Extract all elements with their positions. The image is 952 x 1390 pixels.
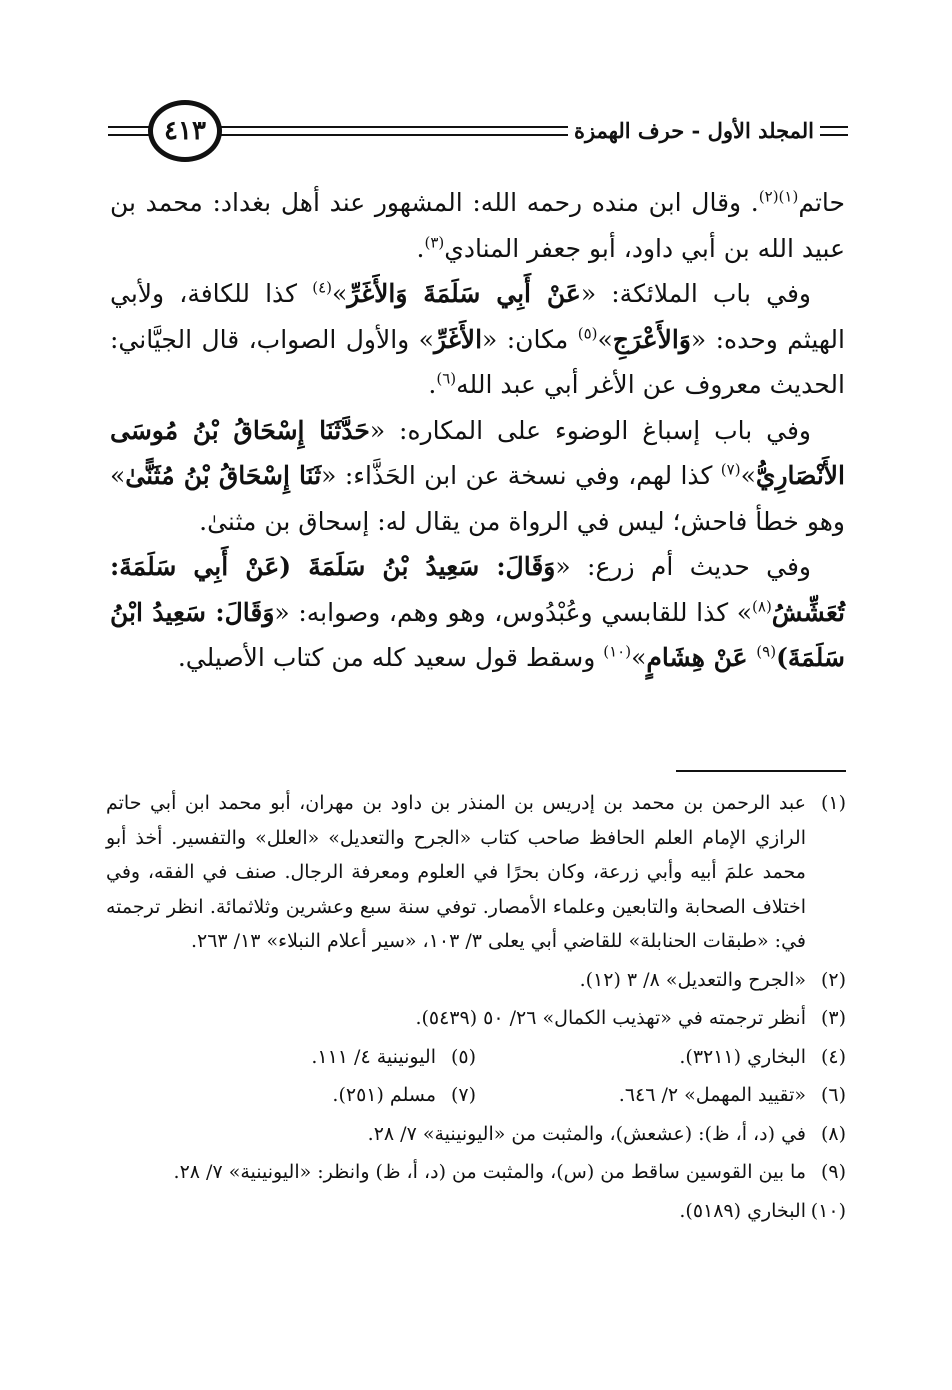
footnote-row-6-7 — [106, 1078, 846, 1113]
text-run: كذا لهم، وفي نسخة عن ابن الحَذَّاء: « — [321, 461, 721, 490]
page-header — [108, 98, 848, 168]
footnote-text: «الجرح والتعديل» ٨/ ٣ (١٢). — [579, 968, 806, 991]
text-run: » — [597, 324, 613, 354]
hadith-quote: وَقَالَ: سَعِيدُ بْنُ سَلَمَةَ (عَنْ أَبِي سَلَمَةَ: تُعَشِّشُ — [110, 552, 845, 627]
text-run: . وقال ابن منده رحمه الله: المشهور عند أهل بغداد: محمد بن عبيد الله بن أبي داود، أبو جعفر المنادي — [110, 188, 845, 263]
footnote-9 — [106, 1155, 846, 1190]
paragraph-4 — [110, 544, 845, 681]
footnote-ref: (٣) — [424, 233, 445, 252]
footnote-3 — [106, 1001, 846, 1036]
footnote-5 — [106, 1040, 476, 1075]
footnote-number: (٨) — [820, 1122, 846, 1145]
footnote-row-4-5 — [106, 1040, 846, 1075]
footnote-separator — [676, 770, 846, 772]
footnote-number: (١٠) — [810, 1199, 846, 1222]
page-number-badge — [148, 100, 222, 162]
footnote-ref: (١)(٢) — [758, 187, 799, 206]
hadith-quote: ثَنَا إِسْحَاقُ بْنُ مُثَنًّىٰ — [125, 461, 322, 490]
footnote-ref: (٥) — [577, 324, 598, 343]
footnote-2 — [106, 963, 846, 998]
paragraph-1 — [110, 180, 845, 271]
footnote-ref: (١٠) — [603, 642, 632, 661]
running-head: المجلد الأول - حرف الهمزة — [568, 118, 820, 143]
footnote-text: البخاري (٥١٨٩). — [679, 1199, 806, 1222]
hadith-quote: وَقَالَ: سَعِيدُ ابْنُ سَلَمَةَ) — [110, 597, 845, 672]
footnote-text: «تقييد المهمل» ٢/ ٦٤٦. — [618, 1084, 806, 1106]
text-run: وسقط قول سعيد كله من كتاب الأصيلي. — [177, 643, 604, 672]
hadith-quote: عَنْ أَبِي سَلَمَةَ وَالأَغَرِّ — [347, 279, 581, 308]
footnote-text: عبد الرحمن بن محمد بن إدريس بن المنذر بن داود بن مهران، أبو محمد ابن أبي حاتم الرازي الإمام العلم الحافظ صاحب كتاب «الجرح والتعديل» «العلل» والتفسير. أخذ أبو محمد علمَ أبيه وأبي زرعة، وكان بحرًا في العلوم ومعرفة الرجال. صنف في الفقه، وفي اختلاف الصحابة والتابعين وعلماء الأمصار. توفي سنة سبع وعشرين وثلاثمائة. انظر ترجمته في: «طبقات الحنابلة» للقاضي أبي يعلى ٣/ ١٠٣، «سير أعلام النبلاء» ١٣/ ٢٦٣. — [106, 792, 806, 952]
footnote-7 — [106, 1078, 476, 1113]
text-run: وفي باب إسباغ الوضوء على المكاره: « — [369, 415, 812, 445]
text-run: حاتم — [798, 188, 845, 217]
footnote-text: ما بين القوسين ساقط من (س)، والمثبت من (د، أ، ظ) وانظر: «اليونينية» ٧/ ٢٨. — [173, 1161, 806, 1183]
footnote-text: اليونينية ٤/ ١١١. — [311, 1045, 436, 1068]
footnote-10 — [106, 1194, 846, 1229]
main-text — [110, 180, 845, 681]
footnote-number: (٩) — [820, 1161, 846, 1183]
text-run: وفي باب الملائكة: « — [580, 279, 811, 308]
text-run: » — [331, 279, 348, 308]
text-run: » — [631, 643, 647, 672]
hadith-quote: وَالأَعْرَجِ — [612, 324, 691, 354]
footnote-number: (٧) — [450, 1084, 476, 1106]
text-run: » والأول الصواب، قال الجيَّاني: الحديث معروف عن الأغر أبي عبد الله — [110, 324, 845, 399]
text-run: مكان: « — [482, 324, 578, 354]
footnote-ref: (٧) — [720, 460, 741, 479]
text-run: كذا للكافة، ولأبي الهيثم وحده: « — [110, 279, 845, 354]
footnote-number: (٢) — [820, 968, 846, 991]
text-run: » كذا للقابسي وعُبْدُوس، وهو وهم، وصوابه: « — [274, 597, 753, 627]
footnote-text: مسلم (٢٥١). — [332, 1084, 436, 1106]
hadith-quote: حَدَّثَنَا إِسْحَاقُ بْنُ مُوسَى الأَنْصَارِيُّ — [110, 415, 845, 490]
footnote-number: (٥) — [450, 1045, 476, 1068]
footnote-text: البخاري (٣٢١١). — [679, 1045, 806, 1068]
footnote-6 — [476, 1078, 846, 1113]
footnote-1 — [106, 786, 846, 959]
footnote-8 — [106, 1117, 846, 1152]
paragraph-2 — [110, 271, 845, 408]
text-run: . — [428, 370, 437, 399]
footnote-ref: (٤) — [312, 278, 332, 297]
text-run: » — [740, 461, 756, 490]
text-run: » وهو خطأ فاحش؛ ليس في الرواة من يقال له: إسحاق بن مثنىٰ. — [110, 461, 845, 536]
footnote-number: (١) — [820, 792, 846, 814]
footnote-4 — [476, 1040, 846, 1075]
footnote-number: (٣) — [820, 1007, 846, 1029]
footnotes — [106, 786, 846, 1232]
text-run: . — [416, 233, 425, 263]
footnote-number: (٦) — [820, 1084, 846, 1106]
paragraph-3 — [110, 408, 845, 545]
footnote-ref: (٨) — [752, 597, 772, 616]
footnote-ref: (٩) — [756, 642, 777, 661]
footnote-ref: (٦) — [436, 369, 457, 388]
footnote-text: في (د، أ، ظ): (عشعش)، والمثبت من «اليونينية» ٧/ ٢٨. — [367, 1122, 806, 1145]
hadith-quote: عَنْ هِشَامٍ — [646, 643, 757, 672]
page-number: ٤١٣ — [164, 116, 206, 146]
footnote-number: (٤) — [820, 1045, 846, 1068]
hadith-quote: الأَغَرِّ — [433, 324, 483, 354]
text-run: وفي حديث أم زرع: « — [555, 552, 812, 581]
footnote-text: أنظر ترجمته في «تهذيب الكمال» ٢٦/ ٥٠ (٥٤٣٩). — [415, 1007, 806, 1029]
